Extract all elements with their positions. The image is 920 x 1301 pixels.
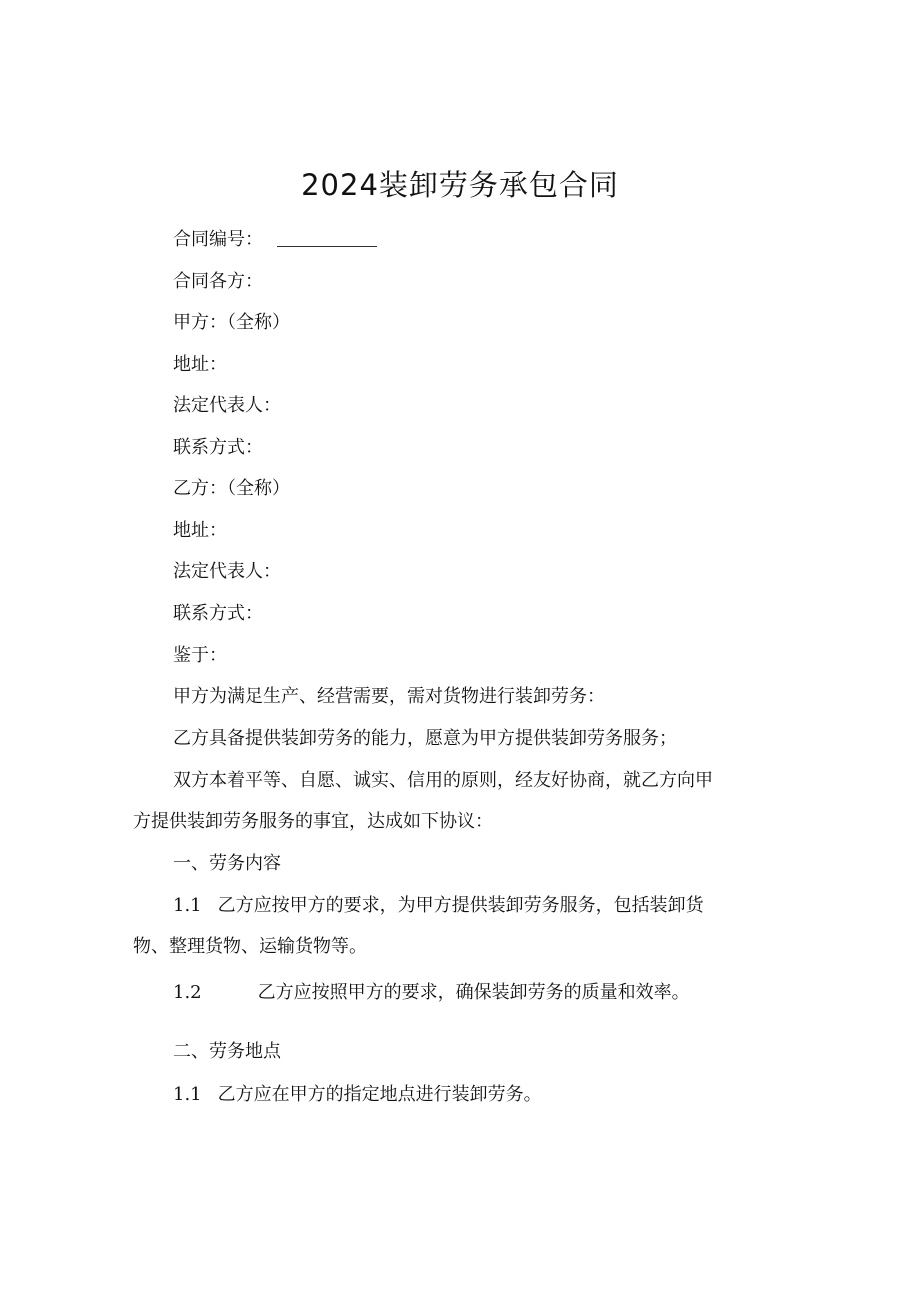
clause-text: 乙方应在甲方的指定地点进行装卸劳务。 [217, 1084, 542, 1105]
recital-1: 甲方为满足生产、经营需要，需对货物进行装卸劳务： [173, 686, 605, 707]
clause-1-1-line-2: 物、整理货物、运输货物等。 [133, 936, 367, 957]
document-title: 2024装卸劳务承包合同 [301, 168, 619, 202]
party-a-legal-rep: 法定代表人： [173, 395, 281, 416]
clause-1-1-line-1 [173, 892, 704, 920]
party-b-label: 乙方：（全称） [173, 478, 290, 499]
agreement-paragraph-line-2: 方提供装卸劳务服务的事宜，达成如下协议： [133, 811, 493, 832]
party-a-contact: 联系方式： [173, 437, 263, 458]
party-a-label: 甲方：（全称） [173, 312, 290, 333]
clause-number: 1.2 [173, 982, 202, 1003]
recital-2: 乙方具备提供装卸劳务的能力，愿意为甲方提供装卸劳务服务； [173, 728, 677, 749]
party-b-contact: 联系方式： [173, 603, 263, 624]
clause-text: 乙方应按照甲方的要求，确保装卸劳务的质量和效率。 [257, 982, 690, 1003]
clause-number: 1.1 [173, 895, 202, 916]
contract-number-label: 合同编号： [173, 229, 263, 250]
party-b-address: 地址： [173, 520, 227, 541]
whereas-label: 鉴于： [173, 645, 227, 666]
party-a-address: 地址： [173, 354, 227, 375]
clause-text: 乙方应按甲方的要求，为甲方提供装卸劳务服务，包括装卸货 [217, 895, 704, 916]
agreement-paragraph-line-1: 双方本着平等、自愿、诚实、信用的原则，经友好协商，就乙方向甲 [173, 770, 713, 791]
clause-1-2 [173, 979, 690, 1007]
contract-number-blank[interactable] [277, 245, 377, 247]
section-heading-1: 一、劳务内容 [173, 853, 281, 874]
clause-number: 1.1 [173, 1084, 202, 1105]
contract-number-line [173, 226, 377, 254]
section-heading-2: 二、劳务地点 [173, 1041, 281, 1062]
parties-label: 合同各方： [173, 271, 263, 292]
party-b-legal-rep: 法定代表人： [173, 561, 281, 582]
clause-2-1 [173, 1081, 542, 1109]
